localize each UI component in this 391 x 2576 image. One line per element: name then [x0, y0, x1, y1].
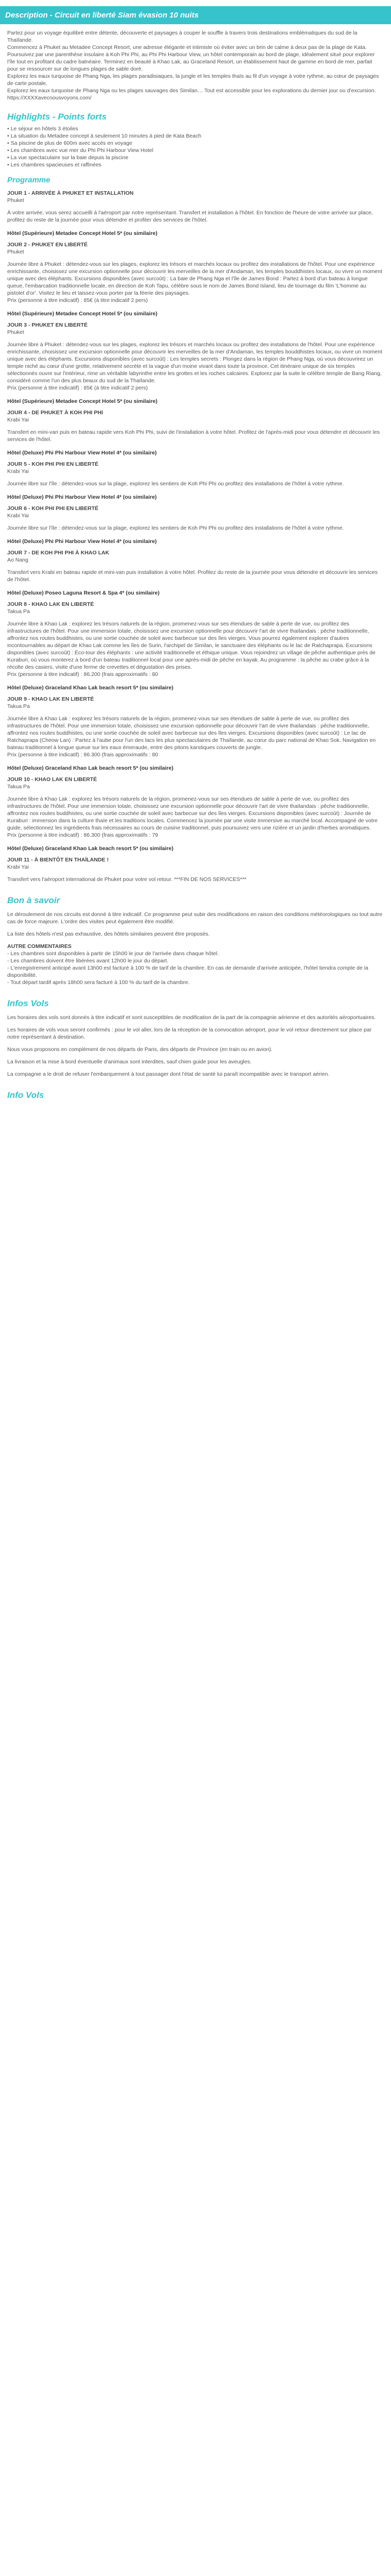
- intro-paragraph-2: Commencez à Phuket au Metadee Concept Resort, une adresse élégante et intimiste où éviter avec un brin de calme à deux pas de la plage de Kata. Poursuivez par une parenthèse insulaire à Koh Phi Phi, au Phi Phi Harbour View, un hôtel contemporain au bord de plage, idéalement situé pour explorer l'île tout en profitant du cadre balnéaire. Terminez en beauté à Khao Lak, au Graceland Resort, un établissement haut de gamme en bord de mer, parfait pour se ressourcer sur de longues plages de sable doré.: [7, 44, 375, 72]
- intro-paragraph-4: Explorez les eaux turquoise de Phang Nga ou les plages sauvages des Similan… Tout est accessible pour les explorations du dernier jour ou d'excursion.: [7, 88, 376, 94]
- day-place: Krabi Yai: [7, 513, 29, 519]
- day-title: JOUR 4 - DE PHUKET À KOH PHI PHI: [7, 410, 103, 416]
- comment-item: - Les chambres doivent être libérées avant 12h00 le jour du départ.: [7, 958, 169, 964]
- flights-info-body: [0, 1014, 391, 1078]
- day-place: Ao Nang: [7, 557, 28, 563]
- programme-day: [0, 409, 391, 456]
- day-description: Transfert vers Krabi en bateau rapide et mini-van puis installation à votre hôtel. Profitez du reste de la journée pour vous détendre et découvrir les services de l'hôtel.: [7, 569, 378, 583]
- bon-para-2: La liste des hôtels n'est pas exhaustive, des hôtels similaires peuvent être proposés.: [7, 931, 210, 937]
- comment-item: - Les chambres sont disponibles à partir de 15h00 le jour de l'arrivée dans chaque hôtel.: [7, 951, 219, 957]
- flights-info-title-2: Info Vols: [7, 1090, 44, 1100]
- day-title: JOUR 8 - KHAO LAK EN LIBERTÉ: [7, 601, 94, 607]
- day-description: Journée libre sur l'île : détendez-vous sur la plage, explorez les sentiers de Koh Phi Phi ou profitez des installations de l'hôtel à votre rythme.: [7, 481, 344, 487]
- day-place: Phuket: [7, 197, 24, 204]
- day-title: JOUR 2 - PHUKET EN LIBERTÉ: [7, 242, 88, 248]
- day-place: Phuket: [7, 329, 24, 335]
- page: [0, 6, 391, 1100]
- intro-link[interactable]: https://XXXXavecnousvoyons.com/: [7, 95, 92, 101]
- programme-day: [0, 696, 391, 772]
- day-place: Takua Pa: [7, 608, 30, 615]
- flights-para-5: La compagnie a le droit de refuser l'embarquement à tout passager dont l'état de santé lui paraît incompatible avec le transport aérien.: [7, 1071, 330, 1077]
- highlight-item: • Sa piscine de plus de 600m avec accès en voyage: [7, 140, 133, 146]
- day-description: Journée libre à Khao Lak : explorez les trésors naturels de la région, promenez-vous sur ses étendues de sable à perte de vue, ou profitez des infrastructures de l'hôtel. Pour une immersion totale, choisissez une excursion optionnelle pour découvrir l'art de vivre thaïlandais : pêche traditionnelle, affrontez nos routes buddhistes, ou une sortie couchée de soleil avec barbecue sur des îles vierges. Vous pourrez également explorer d'autres incontournables au départ de Khao Lak comme les îles de Surin, l'archipel de Similan, le sanctuaire des éléphants ou le lac de Ratchaprapa. Excursions disponibles (avec surcoût) : Éco-tour des éléphants : une activité traditionnelle et éthique unique. Vous rejoindrez un village de pêche authentique près de Kuraburi, où vous monterez à bord d'un bateau traditionnel local pour une après-midi de pêche en kayak. Au programme : la pêche au crabe grâce à la récolte des casiers, visite d'une ferme de crevettes et dégustation des prises.: [7, 621, 376, 670]
- day-hotel: Hôtel (Supérieure) Metadee Concept Hotel 5* (ou similaire): [7, 311, 158, 317]
- day-price: Prix (personne à titre indicatif) : 86.300 (frais approximatifs : 80: [7, 752, 158, 758]
- day-description: Journée libre à Phuket : détendez-vous sur les plages, explorez les trésors et marchés locaux ou profitez des installations de l'hôtel. Pour une expérience enrichissante, choisissez une excursion optionnelle pour découvrir les merveilles de la mer d'Andaman, les temples bouddhistes locaux, ou vivre un moment unique avec des éléphants. Excursions disponibles (avec surcoût) : La baie de Phang Nga et l'île de James Bond : Partez à bord d'un bateau à longue queue, l'embarcation traditionnelle locale, en direction de Koh Tapu, célèbre sous le nom de James Bond Island, lieu de tournage du film 'L'homme au pistolet d'or'. Visitez le lieu et laissez-vous porter par la féerie des paysages.: [7, 261, 382, 296]
- day-hotel: Hôtel (Supérieure) Metadee Concept Hotel 5* (ou similaire): [7, 398, 158, 404]
- day-price: Prix (personne à titre indicatif) : 85€ (à titre indicatif 2 pers): [7, 385, 148, 391]
- programme-day: [0, 190, 391, 237]
- programme-day: [0, 776, 391, 852]
- day-hotel: Hôtel (Supérieure) Metadee Concept Hotel 5* (ou similaire): [7, 230, 158, 236]
- programme-day: [0, 549, 391, 597]
- comment-item: - L'enregistrement anticipé avant 13h00 est facturé à 100 % de tarif de la chambre. En cas de demande d'arrivée anticipée, l'hôtel tiendra compte de la disponibilité.: [7, 965, 369, 978]
- intro-text: [0, 24, 391, 101]
- flights-para-3: Nous vous proposons en complément de nos départs de Paris, des départs de Province (en train ou en avion).: [7, 1046, 273, 1053]
- day-description: Transfert en mini-van puis en bateau rapide vers Koh Phi Phi, suivi de l'installation à votre hôtel. Profitez de l'après-midi pour vous détendre et découvrir les services de l'hôtel.: [7, 429, 380, 443]
- flights-para-4: La livraison et la mise à bord éventuelle d'animaux sont interdites, sauf chien guide pour les aveugles.: [7, 1059, 252, 1065]
- day-price: Prix (personne à titre indicatif) : 86.300 (frais approximatifs : 79: [7, 832, 158, 838]
- day-description: Journée libre à Khao Lak : explorez les trésors naturels de la région, promenez-vous sur ses étendues de sable à perte de vue, ou profitez des infrastructures de l'hôtel. Pour une immersion totale, choisissez une excursion optionnelle pour découvrir l'art de vivre thaïlandais : pêche traditionnelle, affrontez nos routes buddhistes, ou une sortie couchée de soleil avec barbecue sur des îles vierges. Excursions disponibles (avec surcoût) : Journée de Kuraburi : immersion dans la culture thaïe et les traditions locales. Commencez la journée par une visite immersive au marché local. Accompagné de votre guide, sélectionnez les ingrédients frais nécessaires au cours de cuisine traditionnel, puis poursuivez vers une rizière et un jardin d'herbes aromatiques.: [7, 796, 378, 831]
- day-title: JOUR 11 - À BIENTÔT EN THAÏLANDE !: [7, 857, 109, 863]
- other-comments-title: AUTRE COMMENTAIRES: [7, 943, 72, 950]
- highlight-item: • La situation du Metadee concept à seulement 10 minutes à pied de Kata Beach: [7, 133, 202, 139]
- day-title: JOUR 7 - DE KOH PHI PHI À KHAO LAK: [7, 550, 109, 556]
- programme-day: [0, 505, 391, 545]
- day-place: Takua Pa: [7, 703, 30, 709]
- intro-paragraph-1: Partez pour un voyage équilibré entre détente, découverte et paysages à couper le souffle à travers trois destinations emblématiques du sud de la Thaïlande.: [7, 30, 357, 43]
- programme-days: [0, 190, 391, 883]
- day-description: Journée libre à Phuket : détendez-vous sur les plages, explorez les trésors et marchés locaux ou profitez des installations de l'hôtel. Pour une expérience enrichissante, choisissez une excursion optionnelle pour découvrir les merveilles de la mer d'Andaman, les temples bouddhistes locaux, ou vivre un moment unique avec des éléphants. Excursions disponibles (avec surcoût) : Les temples secrets : Plongez dans la région de Phang Nga, où vous découvrirez un temple niché au cœur d'une grotte, relativement secrète et la vague d'un moine vivant dans toute la province. Cet itinéraire unique de six temples sélectionnés ouvre sur l'intérieur, rime un véritable labyrinthe entre les grottes et les roches calcaires. Explorez par la suite le célèbre temple de Bang Riang, considéré comme l'un des plus beaux du sud de la Thaïlande.: [7, 342, 382, 384]
- day-hotel: Hôtel (Deluxe) Graceland Khao Lak beach resort 5* (ou similaire): [7, 845, 174, 852]
- day-hotel: Hôtel (Deluxe) Graceland Khao Lak beach resort 5* (ou similaire): [7, 685, 174, 691]
- bon-a-savoir-body: [0, 911, 391, 986]
- day-hotel: Hôtel (Deluxe) Phi Phi Harbour View Hotel 4* (ou similaire): [7, 494, 157, 500]
- day-title: JOUR 1 - ARRIVÉE À PHUKET ET INSTALLATION: [7, 190, 134, 196]
- day-title: JOUR 6 - KOH PHI PHI EN LIBERTÉ: [7, 505, 99, 512]
- bon-para-1: Le déroulement de nos circuits est donné à titre indicatif. Ce programme peut subir des modifications en raison des conditions météorologiques ou tout autre cas de force majeure. L'ordre des visites peut également être modifié.: [7, 911, 383, 925]
- highlight-item: • La vue spectaculaire sur la baie depuis la piscine: [7, 155, 128, 161]
- highlight-item: • Le séjour en hôtels 3 étoiles: [7, 126, 78, 132]
- day-description: Journée libre à Khao Lak : explorez les trésors naturels de la région, promenez-vous sur ses étendues de sable à perte de vue, ou profitez des infrastructures de l'hôtel. Pour une immersion totale, choisissez une excursion optionnelle pour découvrir l'art de vivre thaïlandais : pêche traditionnelle, affrontez nos routes buddhistes, ou une sortie couchée de soleil avec barbecue sur des îles vierges. Excursions disponibles (avec surcoût) : Le lac de Ratchaprapa (Cheow Lan) : Partez à l'aube pour l'un des lacs les plus spectaculaires de Thaïlande, au cœur du parc national de Khao Sok. Navigation en bateau traditionnel à longue queue sur les eaux émeraude, entre des pitons karstiques couverts de jungle.: [7, 716, 376, 751]
- day-description: Transfert vers l'aéroport international de Phuket pour votre vol retour. ***FIN DE NOS SERVICES***: [7, 876, 247, 883]
- day-hotel: Hôtel (Deluxe) Graceland Khao Lak beach resort 5* (ou similaire): [7, 765, 174, 771]
- day-price: Prix (personne à titre indicatif) : 85€ (à titre indicatif 2 pers): [7, 297, 148, 303]
- day-hotel: Hôtel (Deluxe) Poseo Laguna Resort & Spa 4* (ou similaire): [7, 590, 160, 596]
- highlight-item: • Les chambres avec vue mer du Phi Phi Harbour View Hotel: [7, 147, 154, 154]
- day-title: JOUR 5 - KOH PHI PHI EN LIBERTÉ: [7, 461, 99, 467]
- flights-para-1: Les horaires des vols sont donnés à titre indicatif et sont susceptibles de modification de la part de la compagnie aérienne et des autorités aéroportuaires.: [7, 1014, 376, 1021]
- day-description: Journée libre sur l'île : détendez-vous sur la plage, explorez les sentiers de Koh Phi Phi ou profitez des installations de l'hôtel à votre rythme.: [7, 525, 344, 531]
- day-place: Krabi Yai: [7, 468, 29, 474]
- programme-title: Programme: [7, 176, 51, 184]
- day-place: Krabi Yai: [7, 417, 29, 423]
- day-title: JOUR 10 - KHAO LAK EN LIBERTÉ: [7, 776, 97, 783]
- comment-item: - Tout départ tardif après 18h00 sera facturé à 100 % du tarif de la chambre.: [7, 979, 190, 986]
- flights-info-title: Infos Vols: [7, 998, 49, 1008]
- day-hotel: Hôtel (Deluxe) Phi Phi Harbour View Hotel 4* (ou similaire): [7, 450, 157, 456]
- day-hotel: Hôtel (Deluxe) Phi Phi Harbour View Hotel 4* (ou similaire): [7, 538, 157, 545]
- programme-day: [0, 601, 391, 691]
- programme-day: [0, 241, 391, 317]
- page-banner: Description - Circuit en liberté Siam évasion 10 nuits: [0, 6, 391, 24]
- day-title: JOUR 3 - PHUKET EN LIBERTÉ: [7, 322, 88, 328]
- highlights-list: [0, 125, 391, 168]
- day-price: Prix (personne à titre indicatif) : 86.200 (frais approximatifs : 80: [7, 671, 158, 677]
- flights-para-2: Les horaires de vols vous seront confirmés : pour le vol aller, lors de la réception de la convocation aéroport, pour le vol retour directement sur place par notre représentant à destination.: [7, 1027, 372, 1040]
- day-title: JOUR 9 - KHAO LAK EN LIBERTÉ: [7, 696, 94, 702]
- highlights-title: Highlights - Points forts: [7, 112, 107, 122]
- bon-a-savoir-title: Bon à savoir: [7, 895, 60, 905]
- day-place: Takua Pa: [7, 784, 30, 790]
- highlight-item: • Les chambres spacieuses et raffinées: [7, 162, 102, 168]
- day-place: Krabi Yai: [7, 864, 29, 870]
- intro-paragraph-3: Explorez les eaux turquoise de Phang Nga, les plages paradisiaques, la jungle et les temples thaïs au fil d'un voyage à votre rythme, au cœur de paysages de carte postale.: [7, 73, 379, 87]
- programme-day: [0, 856, 391, 883]
- programme-day: [0, 321, 391, 405]
- programme-day: [0, 461, 391, 501]
- day-description: À votre arrivée, vous serez accueilli à l'aéroport par notre représentant. Transfert et installation à l'hôtel. En fonction de l'heure de votre arrivée sur place, profitez du reste de la journée pour vous détendre et profiter des services de l'hôtel.: [7, 210, 373, 223]
- day-place: Phuket: [7, 249, 24, 255]
